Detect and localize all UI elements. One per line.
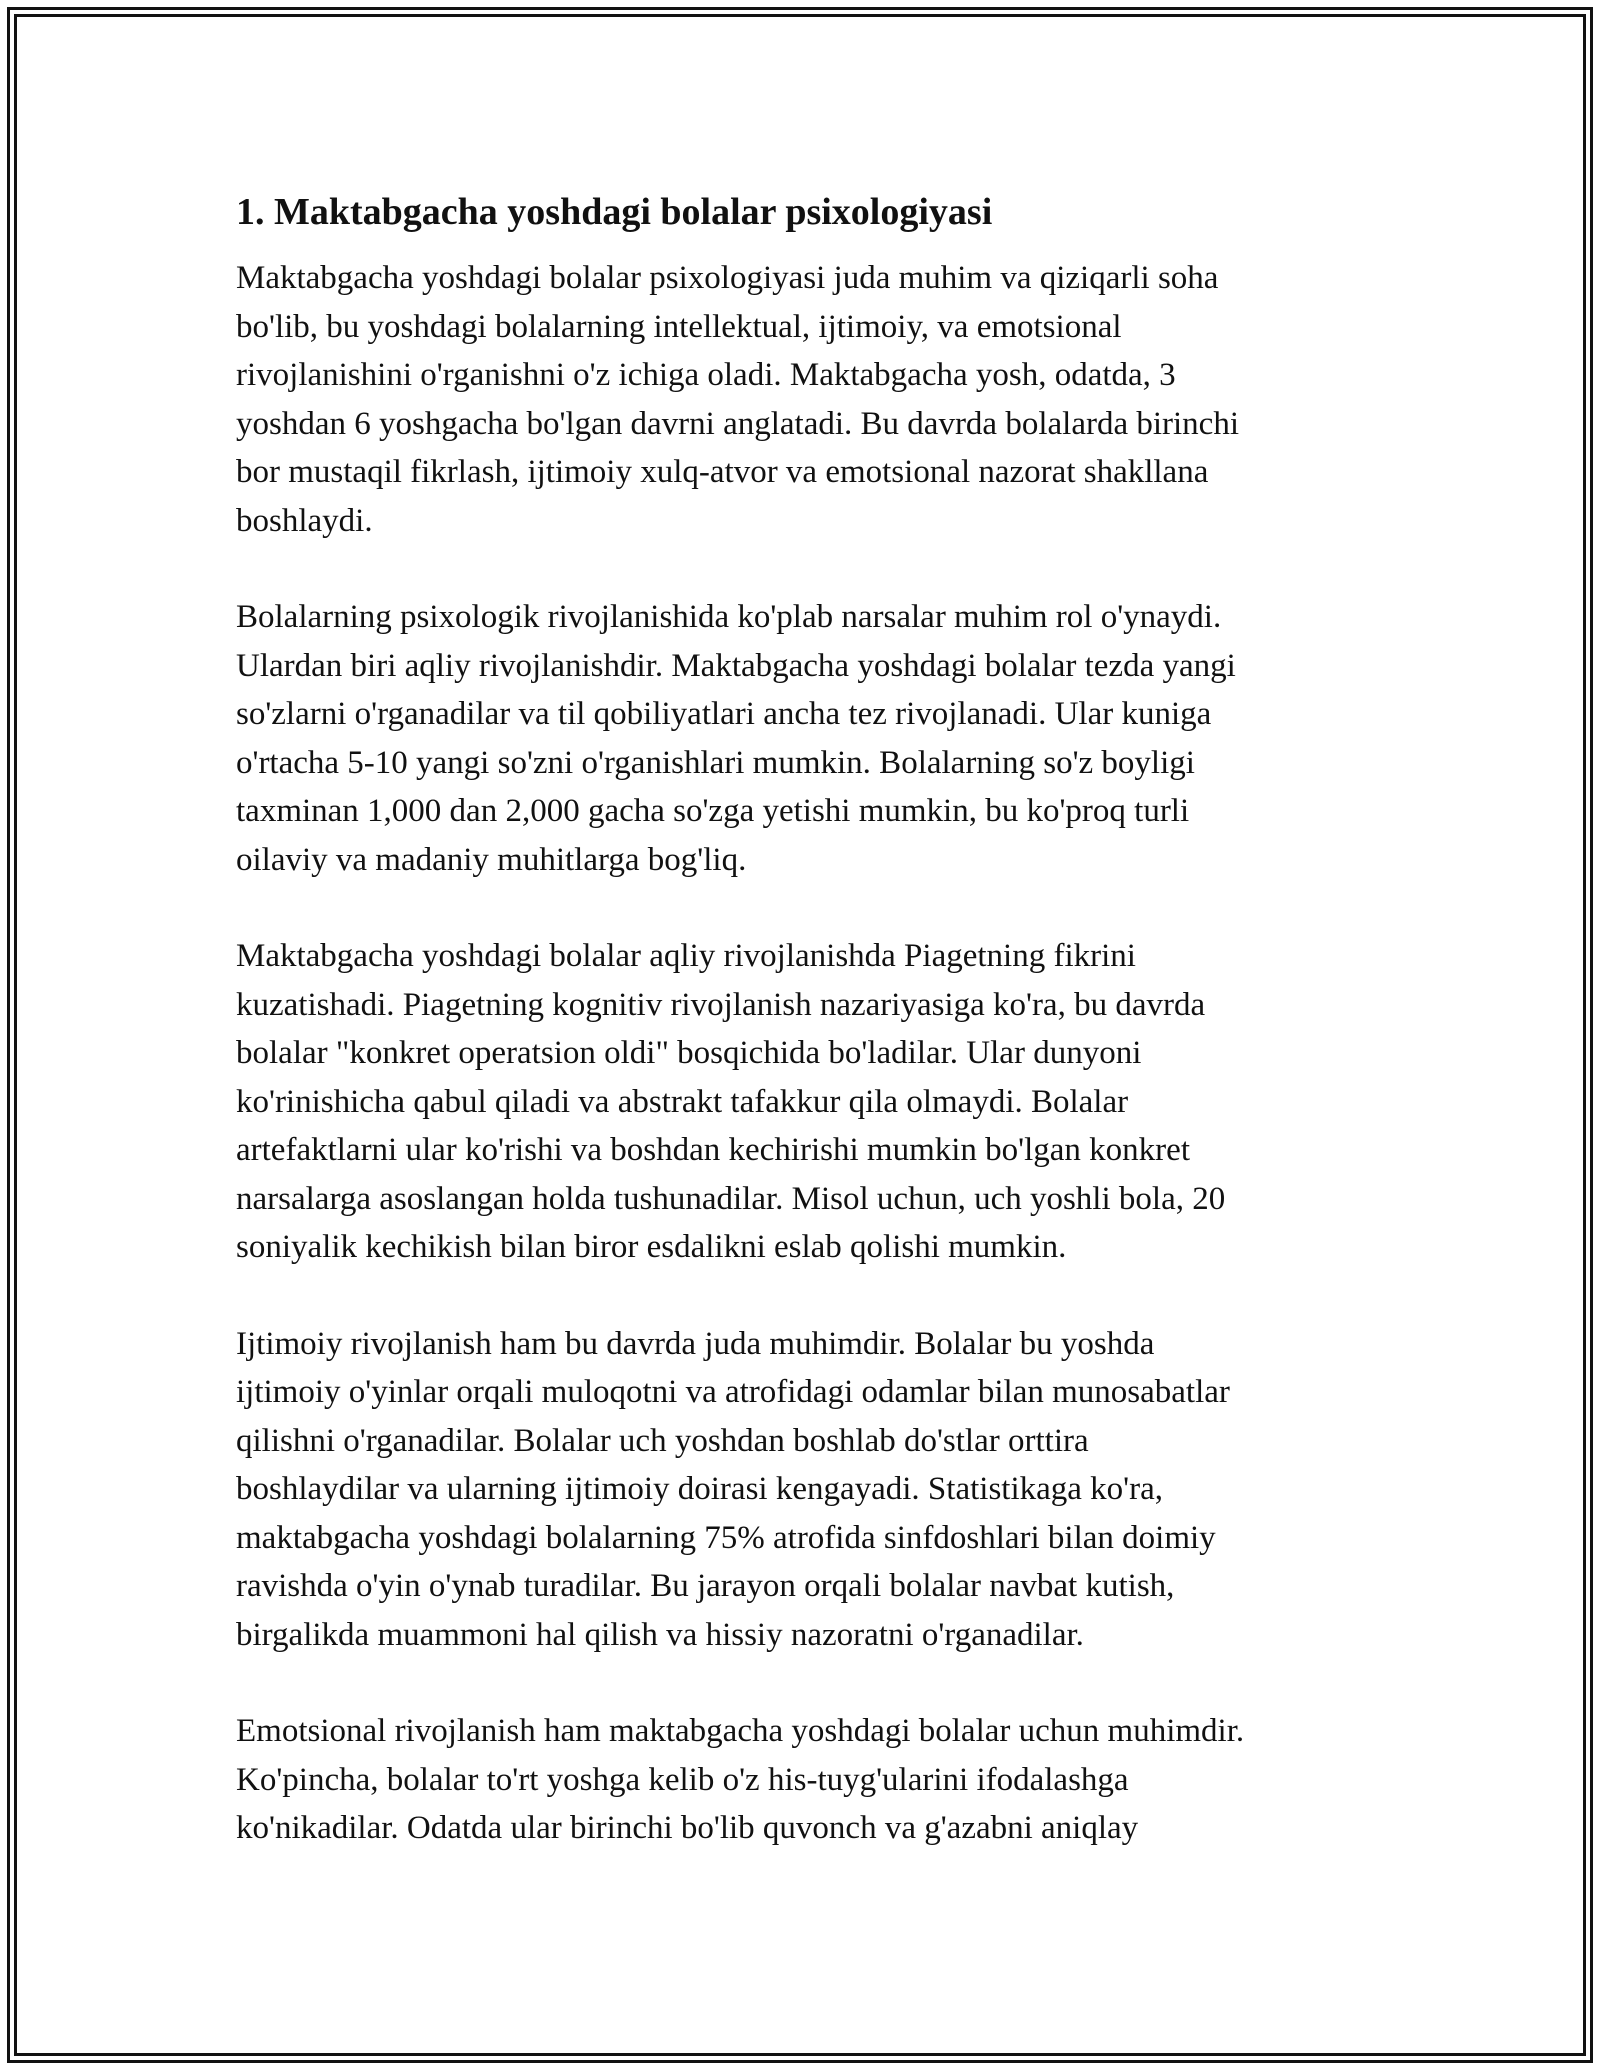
text-line: Maktabgacha yoshdagi bolalar psixologiyasi juda muhim va qiziqarli soha <box>236 260 1219 296</box>
text-line: bor mustaqil fikrlash, ijtimoiy xulq-atvor va emotsional nazorat shakllana <box>236 454 1209 490</box>
document-body <box>236 184 1366 1901</box>
text-line: so'zlarni o'rganadilar va til qobiliyatlari ancha tez rivojlanadi. Ular kuniga <box>236 696 1212 732</box>
text-line: yoshdan 6 yoshgacha bo'lgan davrni anglatadi. Bu davrda bolalarda birinchi <box>236 405 1239 442</box>
paragraph-2 <box>236 593 1366 884</box>
text-line: bo'lib, bu yoshdagi bolalarning intellektual, ijtimoiy, va emotsional <box>236 308 1122 345</box>
text-line: Maktabgacha yoshdagi bolalar aqliy rivojlanishda Piagetning fikrini <box>236 938 1136 974</box>
text-line: ko'rinishicha qabul qiladi va abstrakt tafakkur qila olmaydi. Bolalar <box>236 1083 1129 1120</box>
text-line: taxminan 1,000 dan 2,000 gacha so'zga yetishi mumkin, bu ko'proq turli <box>236 793 1190 829</box>
text-line: kuzatishadi. Piagetning kognitiv rivojlanish nazariyasiga ko'ra, bu davrda <box>236 986 1206 1023</box>
text-line: soniyalik kechikish bilan biror esdalikni eslab qolishi mumkin. <box>236 1229 1067 1265</box>
paragraph-1 <box>236 254 1366 545</box>
text-line: birgalikda muammoni hal qilish va hissiy nazoratni o'rganadilar. <box>236 1616 1084 1653</box>
paragraph-4 <box>236 1320 1366 1660</box>
text-line: ijtimoiy o'yinlar orqali muloqotni va atrofidagi odamlar bilan munosabatlar <box>236 1374 1230 1410</box>
text-line: bolalar "konkret operatsion oldi" bosqichida bo'ladilar. Ular dunyoni <box>236 1035 1142 1071</box>
paragraph-5 <box>236 1707 1366 1853</box>
text-line: artefaktlarni ular ko'rishi va boshdan kechirishi mumkin bo'lgan konkret <box>236 1132 1190 1168</box>
paragraph-3 <box>236 932 1366 1272</box>
text-line: narsalarga asoslangan holda tushunadilar. Misol uchun, uch yoshli bola, 20 <box>236 1180 1226 1217</box>
text-line: Ulardan biri aqliy rivojlanishdir. Maktabgacha yoshdagi bolalar tezda yangi <box>236 647 1236 684</box>
text-line: Ijtimoiy rivojlanish ham bu davrda juda muhimdir. Bolalar bu yoshda <box>236 1325 1155 1362</box>
text-line: boshlaydilar va ularning ijtimoiy doirasi kengayadi. Statistikaga ko'ra, <box>236 1471 1163 1507</box>
text-line: ravishda o'yin o'ynab turadilar. Bu jarayon orqali bolalar navbat kutish, <box>236 1568 1175 1604</box>
text-line: Ko'pincha, bolalar to'rt yoshga kelib o'z his-tuyg'ularini ifodalashga <box>236 1761 1129 1798</box>
text-line: Emotsional rivojlanish ham maktabgacha yoshdagi bolalar uchun muhimdir. <box>236 1713 1245 1749</box>
text-line: o'rtacha 5-10 yangi so'zni o'rganishlari mumkin. Bolalarning so'z boyligi <box>236 744 1195 781</box>
text-line: ko'nikadilar. Odatda ular birinchi bo'lib quvonch va g'azabni aniqlay <box>236 1810 1139 1846</box>
text-line: qilishni o'rganadilar. Bolalar uch yoshdan boshlab do'stlar orttira <box>236 1422 1089 1459</box>
text-line: boshlaydi. <box>236 502 373 539</box>
document-title: 1. Maktabgacha yoshdagi bolalar psixologiyasi <box>236 191 993 233</box>
text-line: rivojlanishini o'rganishni o'z ichiga oladi. Maktabgacha yosh, odatda, 3 <box>236 357 1176 393</box>
text-line: oilaviy va madaniy muhitlarga bog'liq. <box>236 841 747 878</box>
text-line: Bolalarning psixologik rivojlanishida ko'plab narsalar muhim rol o'ynaydi. <box>236 599 1222 635</box>
text-line: maktabgacha yoshdagi bolalarning 75% atrofida sinfdoshlari bilan doimiy <box>236 1519 1216 1556</box>
